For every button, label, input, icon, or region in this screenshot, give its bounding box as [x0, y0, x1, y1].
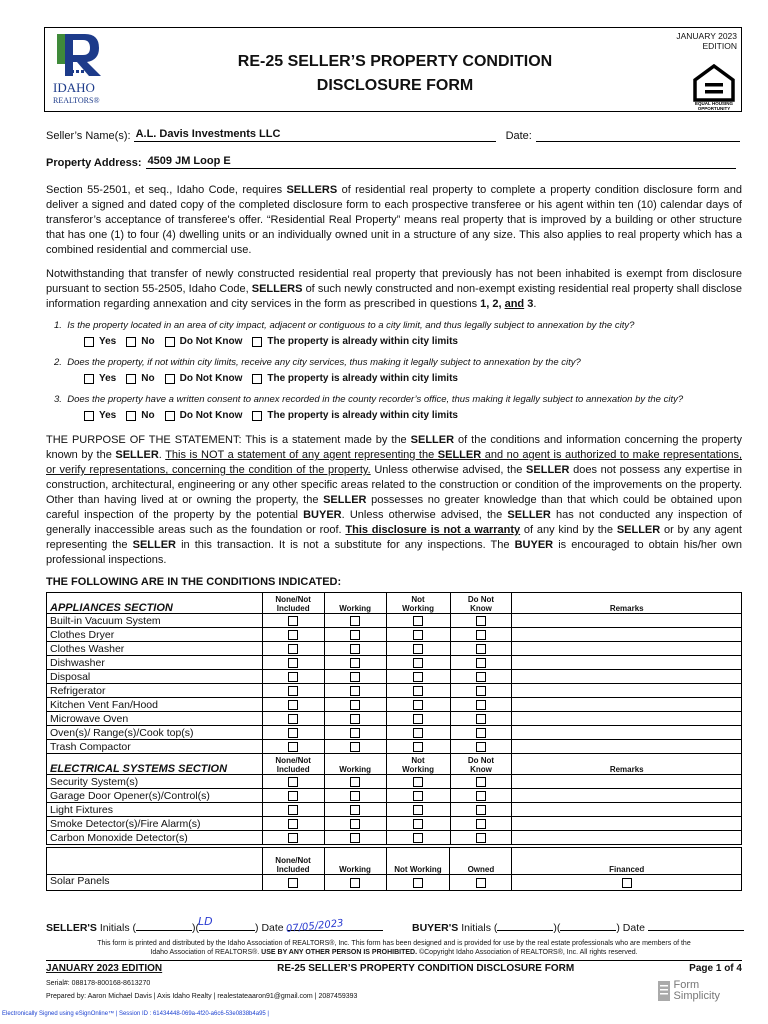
appliances-working-checkbox[interactable] — [350, 672, 360, 682]
appliances-none-checkbox[interactable] — [288, 714, 298, 724]
appliances-none-checkbox[interactable] — [288, 630, 298, 640]
appliances-dnk-checkbox[interactable] — [476, 742, 486, 752]
appliances-item-label: Disposal — [47, 670, 263, 684]
electrical-remarks-field[interactable] — [512, 789, 742, 803]
appliances-remarks-field[interactable] — [512, 698, 742, 712]
conditions-heading: THE FOLLOWING ARE IN THE CONDITIONS INDICATED: — [46, 576, 342, 588]
question-2-options: Yes No Do Not Know The property is already within city limits — [84, 373, 458, 384]
logo-sub: REALTORS® — [53, 96, 100, 105]
appliances-notworking-checkbox[interactable] — [413, 616, 423, 626]
appliances-remarks-field[interactable] — [512, 712, 742, 726]
electrical-none-checkbox[interactable] — [288, 777, 298, 787]
question-1: 1. Is the property located in an area of city impact, adjacent or contiguous to a city limit, and thus legally subject to annexation by the city? — [54, 320, 635, 331]
appliances-dnk-checkbox[interactable] — [476, 714, 486, 724]
appliances-item-label: Refrigerator — [47, 684, 263, 698]
seller-initials-2-field[interactable] — [199, 930, 255, 931]
appliances-none-checkbox[interactable] — [288, 686, 298, 696]
table-row — [47, 642, 742, 656]
document-icon — [657, 980, 671, 1002]
appliances-item-label: Oven(s)/ Range(s)/Cook top(s) — [47, 726, 263, 740]
table-row — [47, 740, 742, 754]
footer-bar — [46, 960, 742, 974]
question-3-options: Yes No Do Not Know The property is already within city limits — [84, 410, 458, 421]
appliances-remarks-field[interactable] — [512, 670, 742, 684]
seller-name-label: Seller’s Name(s): — [46, 130, 131, 142]
electrical-none-checkbox[interactable] — [288, 791, 298, 801]
electrical-working-checkbox[interactable] — [350, 833, 360, 843]
electrical-item-label: Light Fixtures — [47, 803, 263, 817]
appliances-item-label: Clothes Dryer — [47, 628, 263, 642]
newconstruction-paragraph: Notwithstanding that transfer of newly constructed residential real property that previously has not been inhabited is exempt from disclosure pursuant to section 55-2505, Idaho Code, SELLERS of such newly constructed and non-exempt existing residential real property shall disclose information regarding annexation and city services in the form as prescribed in questions 1, 2, and 3. — [46, 268, 742, 310]
appliances-remarks-field[interactable] — [512, 726, 742, 740]
electrical-remarks-field[interactable] — [512, 803, 742, 817]
appliances-none-checkbox[interactable] — [288, 728, 298, 738]
appliances-none-checkbox[interactable] — [288, 672, 298, 682]
table-row — [47, 875, 742, 891]
q1-dnk-checkbox[interactable] — [165, 337, 175, 347]
appliances-working-checkbox[interactable] — [350, 728, 360, 738]
appliances-remarks-field[interactable] — [512, 740, 742, 754]
solar-none-checkbox[interactable] — [288, 878, 298, 888]
page-number: Page 1 of 4 — [689, 963, 742, 974]
solar-financed-checkbox[interactable] — [622, 878, 632, 888]
q3-dnk-checkbox[interactable] — [165, 411, 175, 421]
q2-no-checkbox[interactable] — [126, 374, 136, 384]
appliances-remarks-field[interactable] — [512, 642, 742, 656]
appliances-none-checkbox[interactable] — [288, 658, 298, 668]
electrical-header-row: ELECTRICAL SYSTEMS SECTION None/Not Included Working Not Working Do Not Know Remarks — [47, 754, 742, 775]
footer-form-name: RE-25 SELLER’S PROPERTY CONDITION DISCLOSURE FORM — [277, 963, 575, 974]
q1-city-checkbox[interactable] — [252, 337, 262, 347]
appliances-notworking-checkbox[interactable] — [413, 714, 423, 724]
electrical-item-label: Carbon Monoxide Detector(s) — [47, 831, 263, 845]
seller-name-row — [46, 128, 740, 142]
electrical-dnk-checkbox[interactable] — [476, 777, 486, 787]
footer-edition: JANUARY 2023 EDITION — [46, 963, 163, 974]
electrical-notworking-checkbox[interactable] — [413, 819, 423, 829]
table-row — [47, 775, 742, 789]
table-row — [47, 628, 742, 642]
table-row — [47, 656, 742, 670]
appliances-none-checkbox[interactable] — [288, 742, 298, 752]
appliances-item-label: Microwave Oven — [47, 712, 263, 726]
logo-word: IDAHO — [53, 80, 95, 95]
appliances-notworking-checkbox[interactable] — [413, 658, 423, 668]
seller-name-field[interactable]: A.L. Davis Investments LLC — [134, 128, 496, 142]
prepared-by: Prepared by: Aaron Michael Davis | Axis Idaho Realty | realestateaaron91@gmail.com | 2087459393 — [46, 993, 358, 1000]
table-row — [47, 670, 742, 684]
appliances-none-checkbox[interactable] — [288, 644, 298, 654]
electrical-working-checkbox[interactable] — [350, 791, 360, 801]
appliances-header-row: APPLIANCES SECTION None/Not Included Working Not Working Do Not Know Remarks — [47, 593, 742, 614]
table-row — [47, 817, 742, 831]
electrical-dnk-checkbox[interactable] — [476, 833, 486, 843]
electrical-dnk-checkbox[interactable] — [476, 791, 486, 801]
appliances-working-checkbox[interactable] — [350, 714, 360, 724]
appliances-remarks-field[interactable] — [512, 656, 742, 670]
date-label: Date: — [505, 130, 532, 142]
appliances-notworking-checkbox[interactable] — [413, 700, 423, 710]
table-row — [47, 614, 742, 628]
buyer-date-field[interactable] — [648, 930, 744, 931]
form-title-line1: RE-25 SELLER’S PROPERTY CONDITION — [237, 53, 553, 70]
buyer-initials-1-field[interactable] — [497, 930, 553, 931]
table-row — [47, 698, 742, 712]
serial-number: Serial#: 088178-800168-8613270 — [46, 980, 151, 987]
electrical-remarks-field[interactable] — [512, 817, 742, 831]
appliances-working-checkbox[interactable] — [350, 630, 360, 640]
appliances-working-checkbox[interactable] — [350, 686, 360, 696]
electrical-section-title: ELECTRICAL SYSTEMS SECTION — [47, 754, 263, 775]
solar-owned-checkbox[interactable] — [476, 878, 486, 888]
appliances-dnk-checkbox[interactable] — [476, 658, 486, 668]
buyer-initials-2-field[interactable] — [560, 930, 616, 931]
form-title-line2: DISCLOSURE FORM — [316, 77, 474, 94]
idaho-realtors-logo — [51, 32, 111, 108]
appliances-item-label: Kitchen Vent Fan/Hood — [47, 698, 263, 712]
q3-city-checkbox[interactable] — [252, 411, 262, 421]
appliances-working-checkbox[interactable] — [350, 700, 360, 710]
appliances-item-label: Trash Compactor — [47, 740, 263, 754]
electrical-remarks-field[interactable] — [512, 831, 742, 845]
solar-blank-header — [47, 848, 263, 875]
electrical-dnk-checkbox[interactable] — [476, 819, 486, 829]
electrical-item-label: Security System(s) — [47, 775, 263, 789]
electrical-none-checkbox[interactable] — [288, 833, 298, 843]
edition-stamp: JANUARY 2023 EDITION — [676, 31, 737, 51]
appliances-dnk-checkbox[interactable] — [476, 644, 486, 654]
appliances-notworking-checkbox[interactable] — [413, 672, 423, 682]
solar-table: None/Not Included Working Not Working Owned Financed Solar Panels — [46, 847, 742, 891]
appliances-dnk-checkbox[interactable] — [476, 616, 486, 626]
appliances-section-title: APPLIANCES SECTION — [47, 593, 263, 614]
intro-paragraph: Section 55-2501, et seq., Idaho Code, requires SELLERS of residential real property to complete a property condition disclosure form and deliver a signed and dated copy of the completed disclosure form to each prospective transferee or his agent within ten (10) calendar days of transferor’s acceptance of transferee's offer. “Residential Real Property” means real property that is improved by a building or other structure that has one (1) to four (4) dwelling units or an individually owned unit in a structure of any size. This also applies to real property which has a combined residential and commercial use. — [46, 184, 742, 256]
table-row — [47, 726, 742, 740]
question-2: 2. Does the property, if not within city limits, receive any city services, thus making it legally subject to annexation by the city? — [54, 357, 581, 368]
electrical-working-checkbox[interactable] — [350, 819, 360, 829]
buyer-initials-line: BUYER'S Initials ( )( ) Date — [412, 922, 744, 934]
svg-text:OPPORTUNITY: OPPORTUNITY — [697, 106, 731, 110]
electrical-working-checkbox[interactable] — [350, 805, 360, 815]
form-simplicity-logo: Form Simplicity — [657, 980, 720, 1002]
appliances-dnk-checkbox[interactable] — [476, 672, 486, 682]
electrical-none-checkbox[interactable] — [288, 819, 298, 829]
appliances-dnk-checkbox[interactable] — [476, 728, 486, 738]
electrical-notworking-checkbox[interactable] — [413, 791, 423, 801]
appliances-working-checkbox[interactable] — [350, 616, 360, 626]
seller-initials-1-field[interactable] — [136, 930, 192, 931]
electrical-remarks-field[interactable] — [512, 775, 742, 789]
electrical-item-label: Smoke Detector(s)/Fire Alarm(s) — [47, 817, 263, 831]
appliances-none-checkbox[interactable] — [288, 700, 298, 710]
solar-panels-label: Solar Panels — [47, 875, 263, 891]
appliances-remarks-field[interactable] — [512, 614, 742, 628]
question-3: 3. Does the property have a written consent to annex recorded in the county recorder’s office, thus making it legally subject to annexation by the city? — [54, 394, 684, 405]
appliances-notworking-checkbox[interactable] — [413, 644, 423, 654]
electrical-notworking-checkbox[interactable] — [413, 805, 423, 815]
appliances-notworking-checkbox[interactable] — [413, 630, 423, 640]
electrical-working-checkbox[interactable] — [350, 777, 360, 787]
seller-date-signature: 07/05/2023 — [285, 918, 345, 935]
appliances-working-checkbox[interactable] — [350, 644, 360, 654]
date-field[interactable] — [536, 128, 740, 142]
electrical-dnk-checkbox[interactable] — [476, 805, 486, 815]
appliances-notworking-checkbox[interactable] — [413, 686, 423, 696]
svg-text:EQUAL HOUSING: EQUAL HOUSING — [695, 101, 733, 106]
q2-dnk-checkbox[interactable] — [165, 374, 175, 384]
electrical-item-label: Garage Door Opener(s)/Control(s) — [47, 789, 263, 803]
q3-no-checkbox[interactable] — [126, 411, 136, 421]
property-address-label: Property Address: — [46, 157, 142, 169]
table-row — [47, 789, 742, 803]
q1-yes-checkbox[interactable] — [84, 337, 94, 347]
appliances-none-checkbox[interactable] — [288, 616, 298, 626]
appliances-working-checkbox[interactable] — [350, 658, 360, 668]
equal-housing-icon — [691, 64, 737, 110]
electrical-notworking-checkbox[interactable] — [413, 777, 423, 787]
appliances-dnk-checkbox[interactable] — [476, 686, 486, 696]
conditions-table — [46, 592, 742, 845]
solar-notworking-checkbox[interactable] — [413, 878, 423, 888]
appliances-item-label: Dishwasher — [47, 656, 263, 670]
appliances-notworking-checkbox[interactable] — [413, 742, 423, 752]
seller-initials-signature: LD — [198, 915, 213, 928]
table-row — [47, 831, 742, 845]
appliances-working-checkbox[interactable] — [350, 742, 360, 752]
appliances-dnk-checkbox[interactable] — [476, 700, 486, 710]
question-1-options: Yes No Do Not Know The property is already within city limits — [84, 336, 458, 347]
form-header — [44, 27, 742, 112]
electrical-notworking-checkbox[interactable] — [413, 833, 423, 843]
q2-city-checkbox[interactable] — [252, 374, 262, 384]
q3-yes-checkbox[interactable] — [84, 411, 94, 421]
property-address-row — [46, 155, 736, 169]
appliances-dnk-checkbox[interactable] — [476, 630, 486, 640]
q2-yes-checkbox[interactable] — [84, 374, 94, 384]
distribution-notice-1: This form is printed and distributed by the Idaho Association of REALTORS®, Inc. This form has been designed and is provided for use by the real estate professionals who are members of the — [97, 940, 691, 947]
electrical-none-checkbox[interactable] — [288, 805, 298, 815]
table-row — [47, 803, 742, 817]
table-row — [47, 712, 742, 726]
appliances-remarks-field[interactable] — [512, 628, 742, 642]
property-address-field[interactable]: 4509 JM Loop E — [146, 155, 736, 169]
appliances-item-label: Built-in Vacuum System — [47, 614, 263, 628]
distribution-notice-2: Idaho Association of REALTORS®. USE BY ANY OTHER PERSON IS PROHIBITED. ©Copyright Idaho Association of REALTORS®, Inc. All rights reserved. — [150, 949, 638, 956]
appliances-notworking-checkbox[interactable] — [413, 728, 423, 738]
appliances-remarks-field[interactable] — [512, 684, 742, 698]
appliances-item-label: Clothes Washer — [47, 642, 263, 656]
q1-no-checkbox[interactable] — [126, 337, 136, 347]
purpose-paragraph: THE PURPOSE OF THE STATEMENT: This is a statement made by the SELLER of the conditions and information concerning the property known by the SELLER. This is NOT a statement of any agent representing the SELLER and no agent is authorized to make representations, or verify representations, concerning the condition of the property. Unless otherwise advised, the SELLER does not possess any expertise in construction, architectural, engineering or any other specific areas related to the construction or condition of the improvements on the property. Other than having lived at or owning the property, the SELLER possesses no greater knowledge than that which could be obtained upon careful inspection of the property by the potential BUYER. Unless otherwise advised, the SELLER has not conducted any inspection of generally inaccessible areas such as the foundation or roof. This disclosure is not a warranty of any kind by the SELLER or by any agent representing the SELLER in this transaction. It is not a substitute for any inspections. The BUYER is encouraged to obtain his/her own professional inspections. — [46, 434, 743, 566]
table-row — [47, 684, 742, 698]
solar-working-checkbox[interactable] — [350, 878, 360, 888]
esign-notice: Electronically Signed using eSignOnline™ | Session ID : 61434448-069a-4f20-a6c6-53e0838b4a95 | — [2, 1011, 269, 1017]
seller-initials-line: SELLER'S Initials ( )( ) Date — [46, 922, 383, 934]
